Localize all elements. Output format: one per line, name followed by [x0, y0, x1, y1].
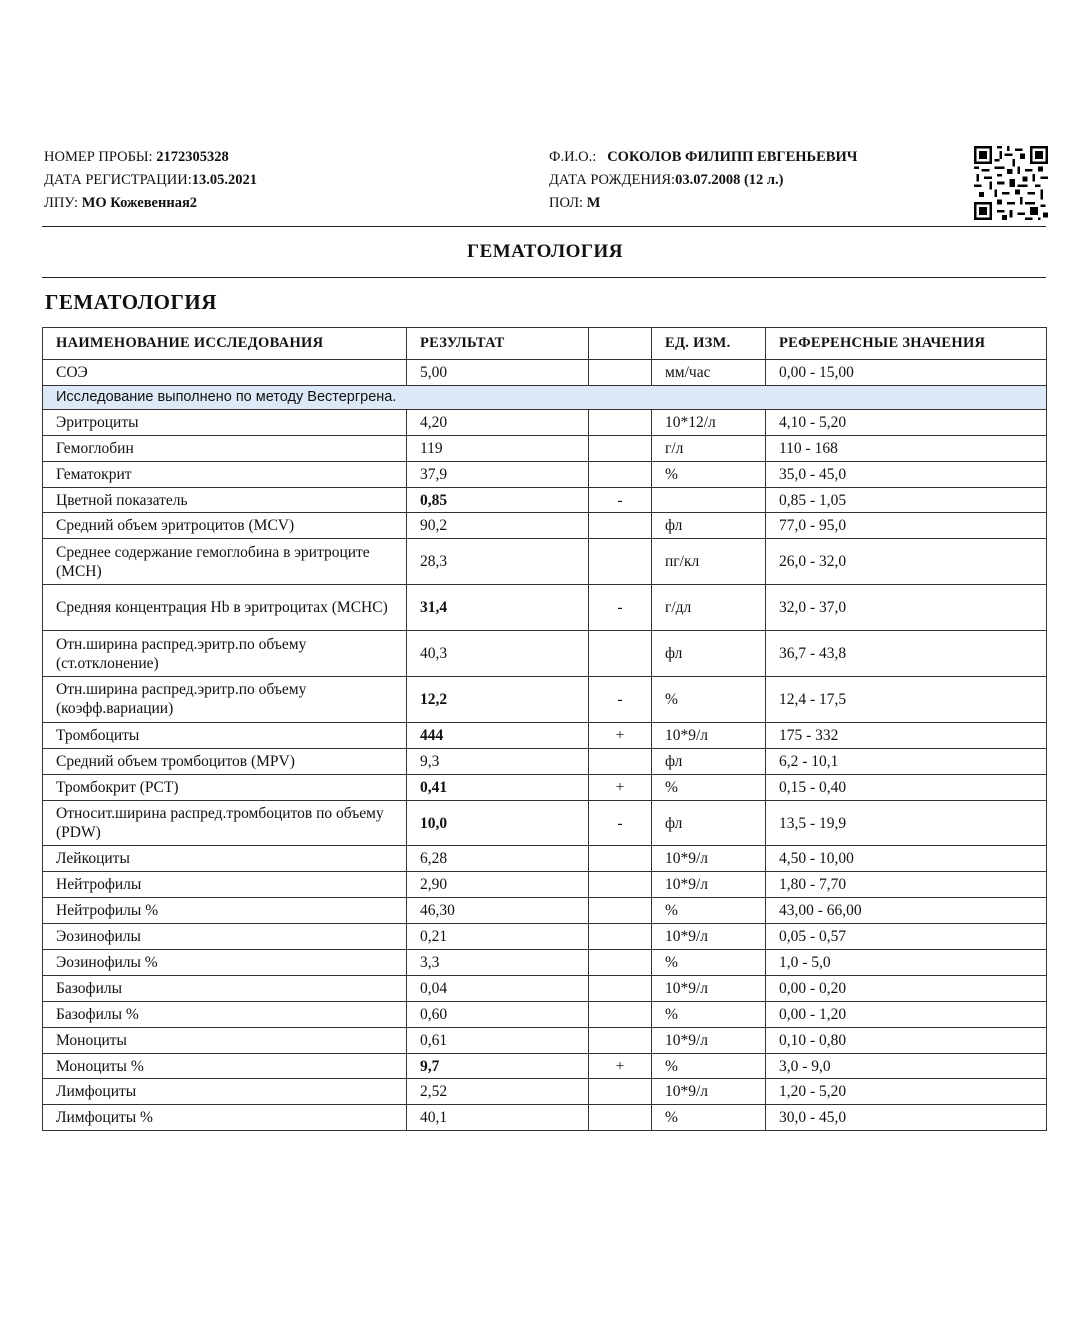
- cell-unit: 10*9/л: [652, 722, 766, 748]
- sample-number-value: 2172305328: [156, 149, 229, 165]
- cell-flag: -: [589, 487, 652, 513]
- cell-result: 46,30: [407, 898, 589, 924]
- cell-result: 2,90: [407, 872, 589, 898]
- cell-unit: 10*9/л: [652, 872, 766, 898]
- table-row: [43, 585, 1047, 631]
- cell-reference: 0,05 - 0,57: [766, 924, 1047, 950]
- method-note: Исследование выполнено по методу Вестергрена.: [43, 385, 1047, 409]
- cell-reference: 30,0 - 45,0: [766, 1105, 1047, 1131]
- cell-name: Эозинофилы %: [43, 950, 407, 976]
- cell-name: Средняя концентрация Hb в эритроцитах (MCHC): [43, 585, 407, 631]
- cell-reference: 3,0 - 9,0: [766, 1053, 1047, 1079]
- cell-flag: [589, 1027, 652, 1053]
- cell-reference: 32,0 - 37,0: [766, 585, 1047, 631]
- cell-unit: %: [652, 950, 766, 976]
- cell-result: 5,00: [407, 360, 589, 386]
- cell-reference: 26,0 - 32,0: [766, 539, 1047, 585]
- cell-result: 444: [407, 722, 589, 748]
- cell-flag: [589, 975, 652, 1001]
- table-row: [43, 800, 1047, 846]
- cell-name: Отн.ширина распред.эритр.по объему (ст.отклонение): [43, 631, 407, 677]
- cell-flag: [589, 1105, 652, 1131]
- cell-flag: +: [589, 774, 652, 800]
- cell-result: 0,21: [407, 924, 589, 950]
- cell-flag: [589, 360, 652, 386]
- cell-unit: 10*9/л: [652, 924, 766, 950]
- patient-name-label: Ф.И.О.:: [549, 149, 597, 165]
- cell-reference: 1,0 - 5,0: [766, 950, 1047, 976]
- table-row: [43, 360, 1047, 386]
- cell-reference: 1,80 - 7,70: [766, 872, 1047, 898]
- document-title: ГЕМАТОЛОГИЯ: [466, 241, 624, 262]
- cell-unit: %: [652, 677, 766, 723]
- cell-reference: 6,2 - 10,1: [766, 748, 1047, 774]
- cell-reference: 0,00 - 1,20: [766, 1001, 1047, 1027]
- cell-name: Тромбокрит (PCT): [43, 774, 407, 800]
- cell-result: 2,52: [407, 1079, 589, 1105]
- cell-flag: [589, 1001, 652, 1027]
- table-row: [43, 487, 1047, 513]
- cell-name: Относит.ширина распред.тромбоцитов по объему (PDW): [43, 800, 407, 846]
- cell-name: Лейкоциты: [43, 846, 407, 872]
- header-divider: [42, 226, 1046, 227]
- cell-reference: 36,7 - 43,8: [766, 631, 1047, 677]
- cell-reference: 1,20 - 5,20: [766, 1079, 1047, 1105]
- cell-result: 90,2: [407, 513, 589, 539]
- cell-name: Гематокрит: [43, 461, 407, 487]
- patient-name-value: СОКОЛОВ ФИЛИПП ЕВГЕНЬЕВИЧ: [607, 149, 858, 165]
- cell-reference: 110 - 168: [766, 435, 1047, 461]
- cell-unit: 10*9/л: [652, 975, 766, 1001]
- cell-reference: 43,00 - 66,00: [766, 898, 1047, 924]
- cell-flag: [589, 539, 652, 585]
- birth-date-line: [549, 169, 857, 192]
- cell-result: 12,2: [407, 677, 589, 723]
- cell-unit: фл: [652, 800, 766, 846]
- cell-result: 40,1: [407, 1105, 589, 1131]
- cell-flag: [589, 435, 652, 461]
- table-row: [43, 1079, 1047, 1105]
- header-name: НАИМЕНОВАНИЕ ИССЛЕДОВАНИЯ: [43, 328, 407, 360]
- cell-name: Среднее содержание гемоглобина в эритроците (MCH): [43, 539, 407, 585]
- table-row: [43, 924, 1047, 950]
- table-row: [43, 872, 1047, 898]
- cell-name: Средний объем тромбоцитов (MPV): [43, 748, 407, 774]
- cell-flag: [589, 898, 652, 924]
- registration-date-value: 13.05.2021: [191, 172, 257, 188]
- cell-result: 37,9: [407, 461, 589, 487]
- cell-name: Эритроциты: [43, 409, 407, 435]
- cell-result: 119: [407, 435, 589, 461]
- cell-reference: 175 - 332: [766, 722, 1047, 748]
- sample-info: [44, 146, 257, 215]
- table-row: [43, 846, 1047, 872]
- cell-flag: [589, 872, 652, 898]
- cell-flag: [589, 924, 652, 950]
- cell-result: 0,60: [407, 1001, 589, 1027]
- cell-unit: фл: [652, 748, 766, 774]
- cell-flag: -: [589, 800, 652, 846]
- cell-unit: фл: [652, 631, 766, 677]
- cell-result: 10,0: [407, 800, 589, 846]
- cell-name: Гемоглобин: [43, 435, 407, 461]
- cell-reference: 77,0 - 95,0: [766, 513, 1047, 539]
- cell-unit: г/дл: [652, 585, 766, 631]
- cell-flag: [589, 846, 652, 872]
- birth-date-label: ДАТА РОЖДЕНИЯ:: [549, 172, 676, 188]
- table-row: [43, 409, 1047, 435]
- cell-name: Моноциты %: [43, 1053, 407, 1079]
- cell-unit: [652, 487, 766, 513]
- cell-reference: 0,85 - 1,05: [766, 487, 1047, 513]
- cell-result: 6,28: [407, 846, 589, 872]
- cell-name: Моноциты: [43, 1027, 407, 1053]
- birth-date-value: 03.07.2008 (12 л.): [675, 172, 784, 188]
- lpu-label: ЛПУ:: [44, 195, 79, 211]
- report-header: [44, 146, 1046, 226]
- sample-number-label: НОМЕР ПРОБЫ:: [44, 149, 153, 165]
- sex-label: ПОЛ:: [549, 195, 584, 211]
- cell-unit: 10*12/л: [652, 409, 766, 435]
- table-row: [43, 631, 1047, 677]
- cell-name: Эозинофилы: [43, 924, 407, 950]
- table-row: [43, 539, 1047, 585]
- table-row: [43, 435, 1047, 461]
- cell-unit: %: [652, 898, 766, 924]
- sex-line: [549, 192, 857, 215]
- cell-unit: %: [652, 1001, 766, 1027]
- cell-result: 0,41: [407, 774, 589, 800]
- cell-reference: 35,0 - 45,0: [766, 461, 1047, 487]
- cell-flag: [589, 409, 652, 435]
- cell-unit: %: [652, 1053, 766, 1079]
- patient-info: [549, 146, 857, 215]
- table-row: [43, 898, 1047, 924]
- cell-flag: [589, 513, 652, 539]
- cell-result: 9,3: [407, 748, 589, 774]
- table-row: [43, 513, 1047, 539]
- cell-name: Базофилы %: [43, 1001, 407, 1027]
- cell-flag: +: [589, 722, 652, 748]
- cell-unit: 10*9/л: [652, 1027, 766, 1053]
- table-row: [43, 950, 1047, 976]
- table-row: [43, 461, 1047, 487]
- patient-name-line: [549, 146, 857, 169]
- cell-reference: 12,4 - 17,5: [766, 677, 1047, 723]
- method-note-row: [43, 385, 1047, 409]
- cell-unit: г/л: [652, 435, 766, 461]
- cell-result: 0,85: [407, 487, 589, 513]
- cell-flag: [589, 748, 652, 774]
- cell-result: 4,20: [407, 409, 589, 435]
- cell-name: Лимфоциты: [43, 1079, 407, 1105]
- cell-result: 3,3: [407, 950, 589, 976]
- qr-code-icon: [974, 146, 1048, 220]
- table-row: [43, 748, 1047, 774]
- cell-result: 9,7: [407, 1053, 589, 1079]
- table-row: [43, 1053, 1047, 1079]
- cell-name: Тромбоциты: [43, 722, 407, 748]
- cell-result: 28,3: [407, 539, 589, 585]
- lpu-value: МО Кожевенная2: [81, 195, 198, 211]
- cell-name: Отн.ширина распред.эритр.по объему (коэфф.вариации): [43, 677, 407, 723]
- cell-reference: 4,50 - 10,00: [766, 846, 1047, 872]
- section-title: ГЕМАТОЛОГИЯ: [45, 290, 217, 314]
- header-result: РЕЗУЛЬТАТ: [407, 328, 589, 360]
- cell-reference: 4,10 - 5,20: [766, 409, 1047, 435]
- cell-result: 40,3: [407, 631, 589, 677]
- cell-unit: %: [652, 1105, 766, 1131]
- cell-name: Цветной показатель: [43, 487, 407, 513]
- results-table: [42, 327, 1047, 1131]
- cell-result: 0,04: [407, 975, 589, 1001]
- table-row: [43, 677, 1047, 723]
- table-row: [43, 1027, 1047, 1053]
- sample-number-line: [44, 146, 257, 169]
- cell-reference: 0,10 - 0,80: [766, 1027, 1047, 1053]
- table-row: [43, 1001, 1047, 1027]
- title-divider: [42, 277, 1046, 278]
- cell-flag: +: [589, 1053, 652, 1079]
- cell-name: Нейтрофилы: [43, 872, 407, 898]
- cell-name: СОЭ: [43, 360, 407, 386]
- cell-reference: 0,00 - 15,00: [766, 360, 1047, 386]
- table-header-row: [43, 328, 1047, 360]
- cell-flag: [589, 1079, 652, 1105]
- cell-unit: %: [652, 774, 766, 800]
- cell-reference: 0,15 - 0,40: [766, 774, 1047, 800]
- table-row: [43, 975, 1047, 1001]
- cell-unit: мм/час: [652, 360, 766, 386]
- cell-unit: 10*9/л: [652, 846, 766, 872]
- registration-date-label: ДАТА РЕГИСТРАЦИИ:: [44, 172, 192, 188]
- cell-result: 0,61: [407, 1027, 589, 1053]
- cell-unit: 10*9/л: [652, 1079, 766, 1105]
- cell-flag: -: [589, 677, 652, 723]
- table-row: [43, 722, 1047, 748]
- cell-unit: %: [652, 461, 766, 487]
- cell-result: 31,4: [407, 585, 589, 631]
- table-row: [43, 774, 1047, 800]
- header-flag: [589, 328, 652, 360]
- cell-reference: 13,5 - 19,9: [766, 800, 1047, 846]
- lpu-line: [44, 192, 257, 215]
- table-row: [43, 1105, 1047, 1131]
- sex-value: М: [586, 195, 601, 211]
- cell-unit: пг/кл: [652, 539, 766, 585]
- cell-flag: [589, 461, 652, 487]
- cell-flag: [589, 631, 652, 677]
- cell-unit: фл: [652, 513, 766, 539]
- cell-flag: -: [589, 585, 652, 631]
- cell-name: Нейтрофилы %: [43, 898, 407, 924]
- registration-date-line: [44, 169, 257, 192]
- header-reference: РЕФЕРЕНСНЫЕ ЗНАЧЕНИЯ: [766, 328, 1047, 360]
- cell-reference: 0,00 - 0,20: [766, 975, 1047, 1001]
- cell-name: Базофилы: [43, 975, 407, 1001]
- cell-flag: [589, 950, 652, 976]
- cell-name: Лимфоциты %: [43, 1105, 407, 1131]
- header-unit: ЕД. ИЗМ.: [652, 328, 766, 360]
- cell-name: Средний объем эритроцитов (MCV): [43, 513, 407, 539]
